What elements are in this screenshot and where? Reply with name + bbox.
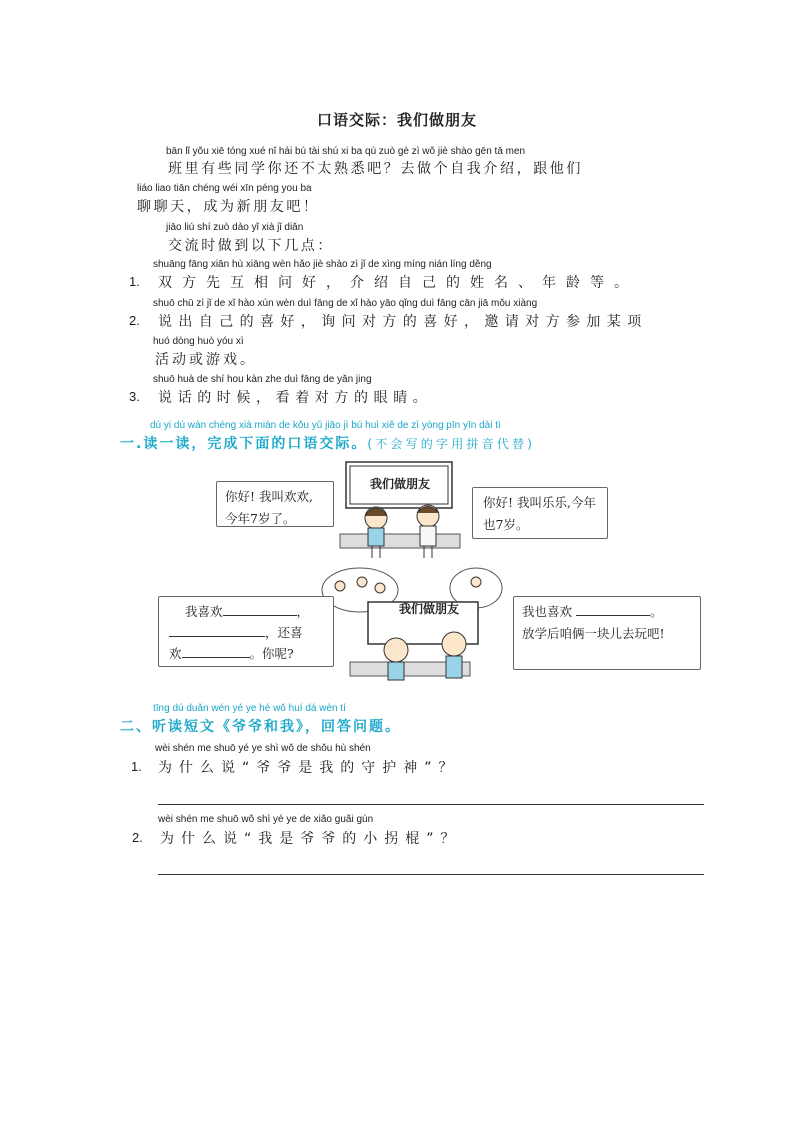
q1-pinyin: wèi shén me shuō yé ye shì wǒ de shǒu hù shén (155, 743, 371, 754)
bubble-right-likes: 我也喜欢 。 放学后咱俩一块儿去玩吧! (513, 596, 701, 670)
q1-number: 1. (131, 759, 142, 774)
point1-text: 双方先互相问好，介绍自己的姓名、年龄等。 (158, 275, 638, 291)
bubble-left-likes: 我喜欢 ， ，还喜 欢 。你呢? (158, 596, 334, 667)
point3-text: 说话的时候，看着对方的眼睛。 (158, 390, 433, 406)
blank-like-2[interactable] (169, 622, 265, 637)
intro-line3-text: 交流时做到以下几点： (168, 238, 334, 254)
bubble-lele: 你好! 我叫乐乐,今年也7岁。 (472, 487, 608, 539)
bubble-left-text4: 。你呢? (249, 646, 294, 661)
point1-number: 1. (129, 274, 140, 289)
intro-line2-pinyin: liáo liao tiān chéng wéi xīn péng you ba (137, 183, 312, 194)
page-title: 口语交际：我们做朋友 (316, 111, 477, 129)
blank-like-3[interactable] (182, 643, 250, 658)
q2-pinyin: wèi shén me shuō wǒ shì yé ye de xiǎo guǎi gùn (158, 814, 374, 825)
bubble-left-text2: ，还喜 (265, 625, 303, 640)
intro-line1-text: 班里有些同学你还不太熟悉吧？去做个自我介绍，跟他们 (168, 161, 583, 177)
section1-heading (120, 433, 535, 453)
q2-number: 2. (132, 830, 143, 845)
q1-text: 为什么说“爷爷是我的守护神”？ (158, 760, 460, 776)
section2-pinyin: tīng dú duǎn wén yé ye hé wǒ huí dá wèn tí (153, 703, 346, 714)
point2-number: 2. (129, 313, 140, 328)
intro-line3-pinyin: jiāo liú shí zuò dào yǐ xià jǐ diǎn (166, 222, 304, 233)
intro-line2-text: 聊聊天，成为新朋友吧！ (137, 199, 320, 215)
bubble-right-text2: 放学后咱俩一块儿去玩吧! (522, 626, 665, 641)
board-title-2: 我们做朋友 (398, 602, 459, 616)
bubble-left-text3: 欢 (169, 646, 182, 661)
point2-pinyin: shuō chū zì jǐ de xǐ hào xún wèn duì fāng de xǐ hào yāo qǐng duì fāng cān jiā mǒu xiàng (153, 298, 538, 309)
q2-answer-line[interactable] (158, 874, 704, 875)
bubble-left-text1: 我喜欢 (185, 604, 223, 619)
point3-pinyin: shuō huà de shí hou kàn zhe duì fāng de yǎn jing (153, 374, 372, 385)
intro-line1-pinyin: bān lǐ yǒu xiē tóng xué nǐ hái bú tài shú xi ba qù zuò gè zì wǒ jiè shào gēn tā men (166, 146, 526, 157)
illustration-kids-thinking (318, 566, 506, 690)
section2-heading: 二、听读短文《爷爷和我》，回答问题。 (120, 719, 401, 735)
bubble-right-text1: 我也喜欢 (522, 604, 573, 619)
q1-answer-line[interactable] (158, 804, 704, 805)
bubble-huanhuan: 你好! 我叫欢欢,今年7岁了。 (216, 481, 334, 527)
section1-pinyin: dú yi dú wán chéng xià miàn de kǒu yǔ jiāo jì bú huì xiě de zì yòng pīn yīn dài tì (150, 420, 501, 431)
section1-note: (不会写的字用拼音代替) (367, 437, 536, 451)
blank-like-4[interactable] (576, 601, 650, 616)
point1-pinyin: shuāng fāng xiān hù xiāng wèn hǎo jiè shào zì jǐ de xìng míng nián líng děng (153, 259, 492, 270)
q2-text: 为什么说“我是爷爷的小拐棍”？ (160, 831, 462, 847)
point2-pinyin-line2: huó dòng huò yóu xì (153, 336, 244, 347)
point2-text: 说出自己的喜好，询问对方的喜好，邀请对方参加某项 (158, 314, 648, 330)
blank-like-1[interactable] (223, 601, 297, 616)
board-title-1: 我们做朋友 (369, 477, 430, 491)
point2-text-line2: 活动或游戏。 (155, 352, 257, 368)
section1-heading-text: 一.读一读，完成下面的口语交际。 (120, 436, 368, 452)
point3-number: 3. (129, 389, 140, 404)
